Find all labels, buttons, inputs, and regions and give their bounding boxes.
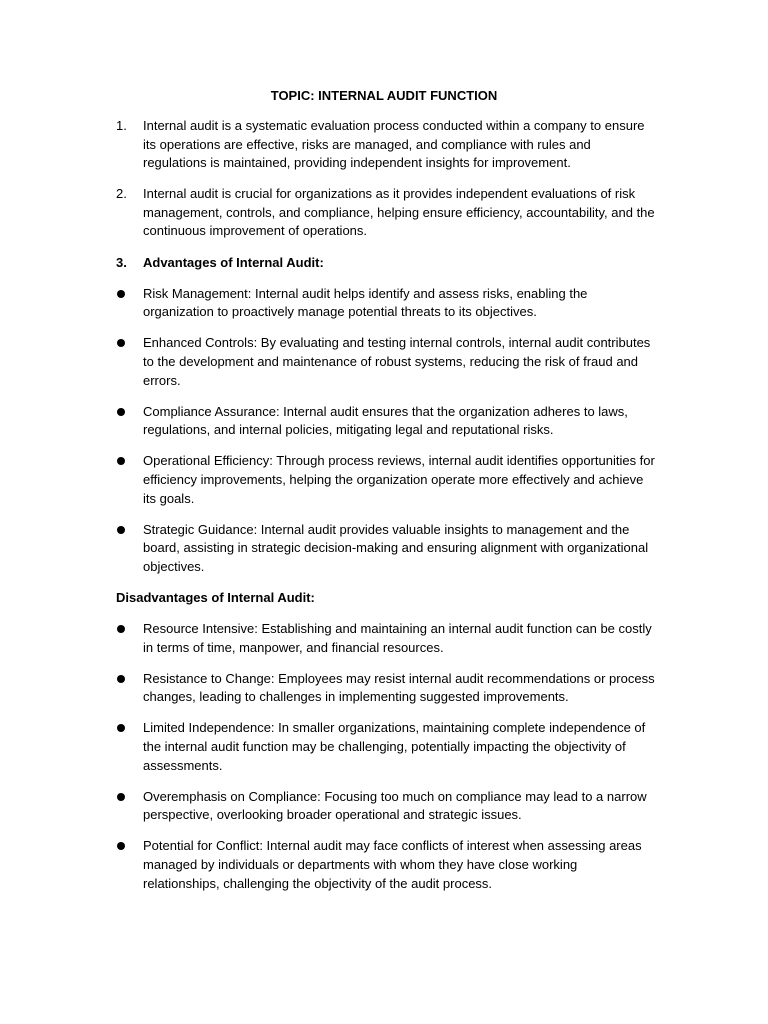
bullet-text: Limited Independence: In smaller organizations, maintaining complete independence of the internal audit function may be challenging, potentially impacting the objectivity of assessments. (143, 720, 646, 773)
bullet-item (116, 788, 656, 825)
numbered-item (116, 254, 656, 273)
bullet-text: Operational Efficiency: Through process reviews, internal audit identifies opportunities for efficiency improvements, helping the organization operate more effectively and achieve its goals. (143, 453, 655, 506)
page-title: TOPIC: INTERNAL AUDIT FUNCTION (270, 88, 498, 103)
bullet-item (116, 452, 656, 508)
paragraph-text: Internal audit is a systematic evaluation process conducted within a company to ensure its operations are effective, risks are managed, and compliance with rules and regulations is maintained, providing independent insights for improvement. (143, 118, 645, 171)
bullet-item (116, 670, 656, 707)
bullet-icon (117, 724, 125, 732)
bullet-icon (117, 290, 125, 298)
bullet-text: Potential for Conflict: Internal audit may face conflicts of interest when assessing areas managed by individuals or departments with whom they have close working relationships, challenging the objectivity of the audit process. (143, 838, 642, 891)
bullet-item (116, 334, 656, 390)
bullet-item (116, 837, 656, 893)
list-number: 1. (116, 118, 127, 133)
bullet-icon (117, 457, 125, 465)
bullet-text: Compliance Assurance: Internal audit ensures that the organization adheres to laws, regulations, and internal policies, mitigating legal and reputational risks. (143, 403, 628, 438)
bullet-icon (117, 842, 125, 850)
numbered-item (116, 117, 656, 173)
bullet-item (116, 403, 656, 440)
bullet-text: Risk Management: Internal audit helps identify and assess risks, enabling the organization to proactively manage potential threats to its objectives. (143, 285, 588, 320)
bullet-icon (117, 793, 125, 801)
paragraph-text: Internal audit is crucial for organizations as it provides independent evaluations of risk management, controls, and compliance, helping ensure efficiency, accountability, and the continuous improvement of operations. (143, 186, 655, 239)
bullet-item (116, 521, 656, 577)
bullet-item (116, 719, 656, 775)
numbered-item (116, 185, 656, 241)
bullet-text: Resource Intensive: Establishing and maintaining an internal audit function can be costly in terms of time, manpower, and financial resources. (143, 620, 652, 655)
bullet-text: Enhanced Controls: By evaluating and testing internal controls, internal audit contributes to the development and maintenance of robust systems, reducing the risk of fraud and errors. (143, 335, 651, 388)
bullet-text: Strategic Guidance: Internal audit provides valuable insights to management and the board, assisting in strategic decision-making and ensuring alignment with organizational objectives. (143, 521, 649, 574)
bullet-text: Overemphasis on Compliance: Focusing too much on compliance may lead to a narrow perspective, overlooking broader operational and strategic issues. (143, 788, 647, 823)
list-number: 2. (116, 186, 127, 202)
bullet-icon (117, 675, 125, 683)
bullet-icon (117, 625, 125, 633)
bullet-item (116, 285, 656, 322)
bullet-item (116, 620, 656, 657)
bullet-text: Resistance to Change: Employees may resist internal audit recommendations or process changes, leading to challenges in implementing suggested improvements. (143, 670, 655, 705)
bullet-icon (117, 408, 125, 416)
list-number: 3. (116, 254, 127, 270)
advantages-heading: Advantages of Internal Audit: (143, 254, 324, 270)
document-body (116, 117, 656, 906)
disadvantages-heading: Disadvantages of Internal Audit: (116, 589, 315, 605)
bullet-icon (117, 526, 125, 534)
bullet-icon (117, 339, 125, 347)
